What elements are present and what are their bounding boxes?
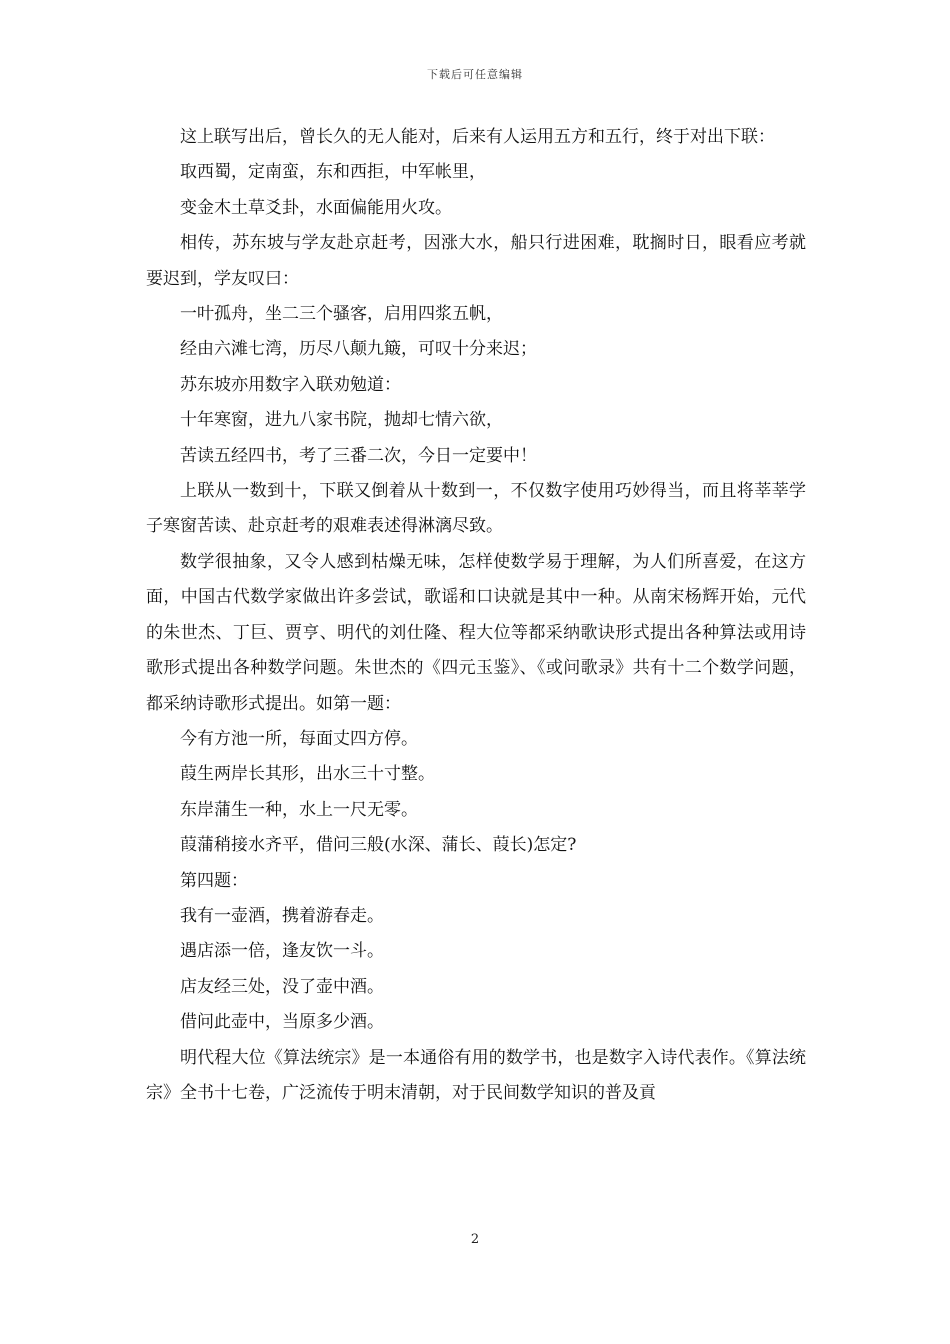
paragraph: 上联从一数到十，下联又倒着从十数到一，不仅数字使用巧妙得当，而且将莘莘学子寒窗苦读、赴京赶考的艰难表述得淋漓尽致。 bbox=[146, 481, 806, 537]
paragraph: 经由六滩七湾，历尽八颠九簸，可叹十分来迟； bbox=[180, 339, 537, 360]
paragraph: 葭蒲稍接水齐平，借问三般(水深、蒲长、葭长)怎定? bbox=[180, 835, 577, 856]
paragraph: 相传，苏东坡与学友赴京赶考，因涨大水，船只行进困难，耽搁时日，眼看应考就要迟到，学友叹曰： bbox=[146, 233, 806, 289]
paragraph: 我有一壶酒，携着游春走。 bbox=[180, 905, 384, 926]
page-header-note: 下载后可任意编辑 bbox=[427, 68, 523, 81]
paragraph: 店友经三处，没了壶中酒。 bbox=[180, 976, 384, 997]
paragraph: 变金木土草爻卦，水面偏能用火攻。 bbox=[180, 197, 452, 218]
paragraph: 苏东坡亦用数字入联劝勉道： bbox=[180, 374, 401, 395]
page-number: 2 bbox=[470, 1232, 480, 1247]
paragraph: 东岸蒲生一种，水上一尺无零。 bbox=[180, 799, 418, 820]
paragraph: 借问此壶中，当原多少酒。 bbox=[180, 1012, 384, 1033]
paragraph: 数学很抽象，又令人感到枯燥无味，怎样使数学易于理解，为人们所喜爱，在这方面，中国古代数学家做出许多尝试，歌谣和口诀就是其中一种。从南宋杨辉开始，元代的朱世杰、丁巨、贾亨、明代的刘仕隆、程大位等都采纳歌诀形式提出各种算法或用诗歌形式提出各种数学问题。朱世杰的《四元玉鉴》、《或问歌录》共有十二个数学问题，都采纳诗歌形式提出。如第一题： bbox=[146, 551, 806, 714]
paragraph: 苦读五经四书，考了三番二次，今日一定要中！ bbox=[180, 445, 537, 466]
paragraph: 十年寒窗，进九八家书院，抛却七情六欲， bbox=[180, 410, 503, 431]
paragraph: 遇店添一倍，逢友饮一斗。 bbox=[180, 941, 384, 962]
paragraph: 明代程大位《算法统宗》是一本通俗有用的数学书，也是数字入诗代表作。《算法统宗》全书十七卷，广泛流传于明末清朝，对于民间数学知识的普及貢 bbox=[146, 1047, 806, 1103]
paragraph: 这上联写出后，曾长久的无人能对，后来有人运用五方和五行，终于对出下联： bbox=[180, 127, 775, 147]
document-body bbox=[146, 120, 806, 1111]
paragraph: 第四题： bbox=[180, 870, 248, 891]
paragraph: 取西蜀，定南蛮，东和西拒，中军帐里， bbox=[180, 162, 486, 183]
paragraph: 葭生两岸长其形，出水三十寸整。 bbox=[180, 764, 435, 785]
paragraph: 一叶孤舟，坐二三个骚客，启用四浆五帆， bbox=[180, 304, 503, 325]
paragraph: 今有方池一所，每面丈四方停。 bbox=[180, 728, 418, 749]
